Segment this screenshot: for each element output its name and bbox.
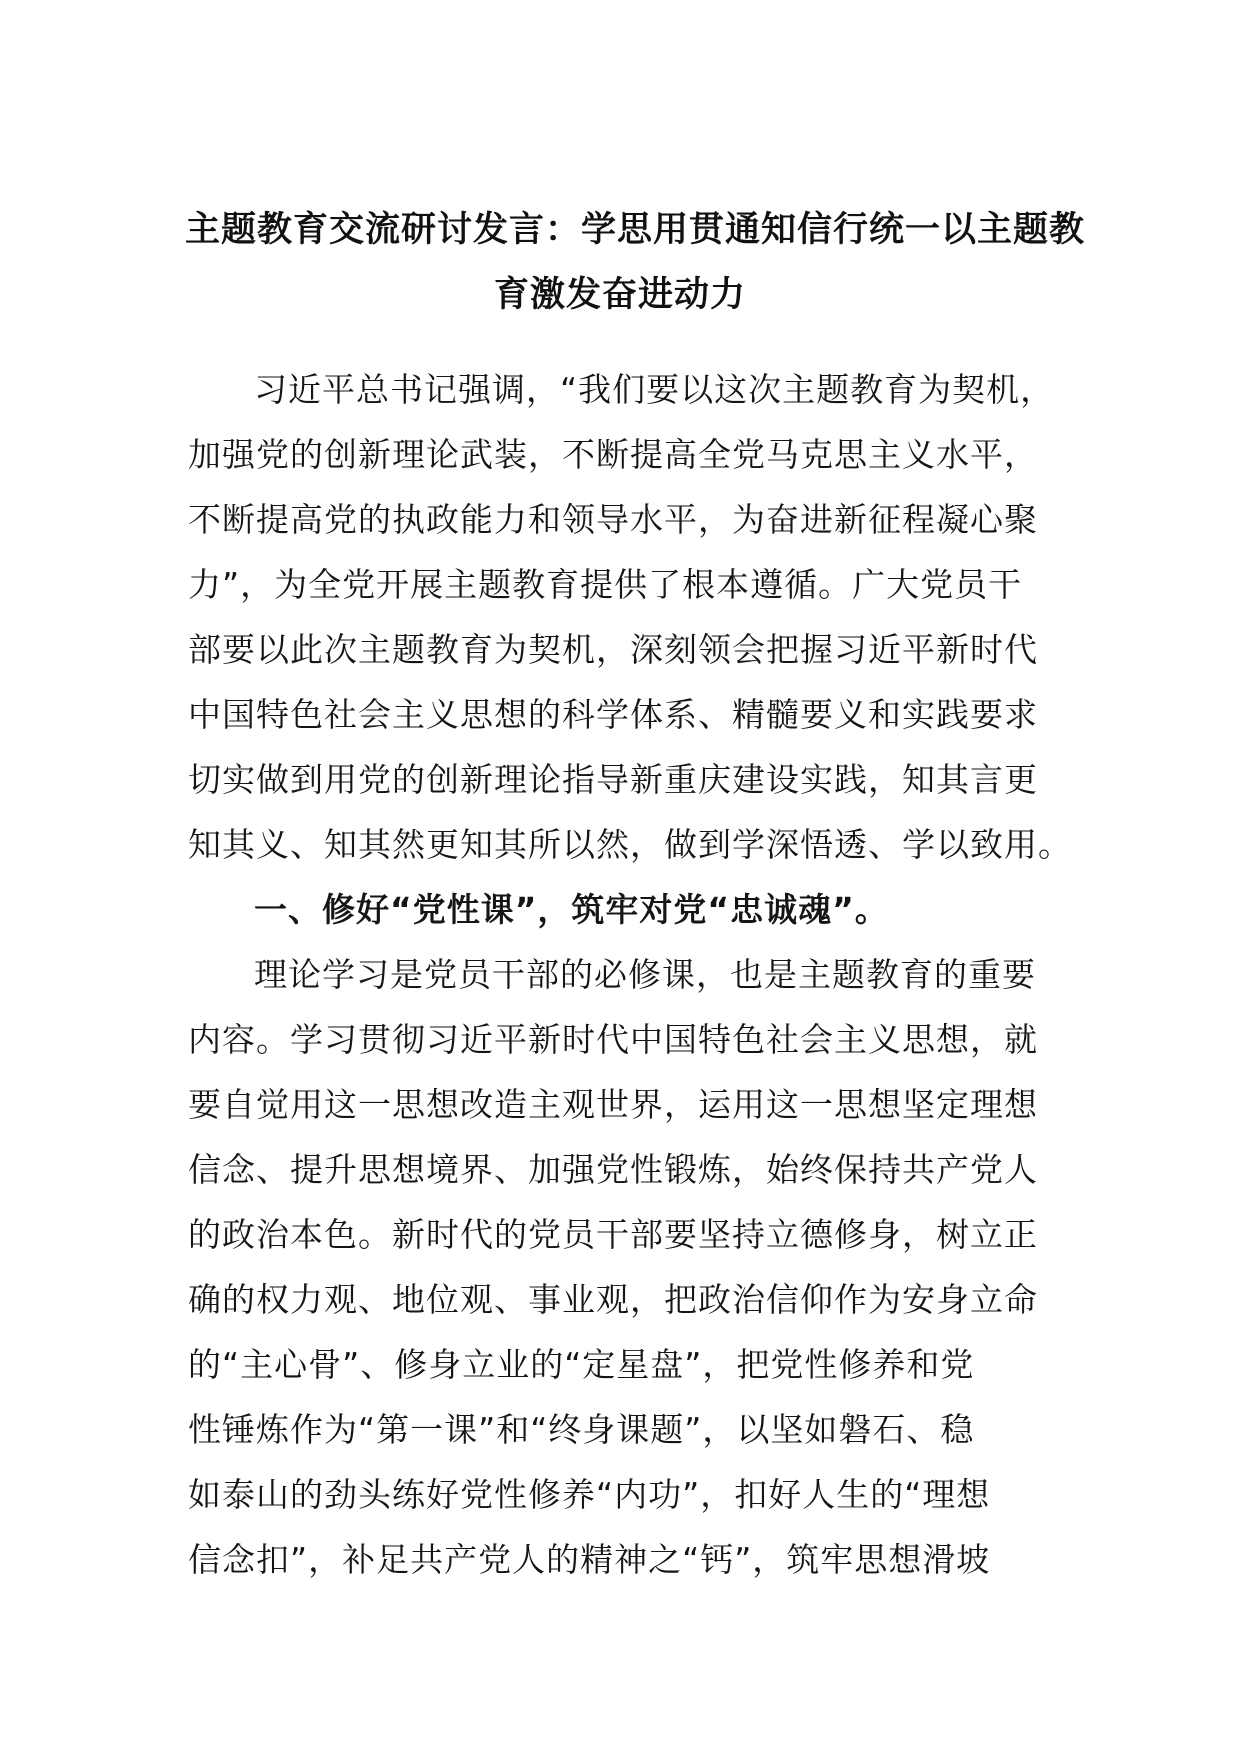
paragraph-line: 的“主心骨”、修身立业的“定星盘”，把党性修养和党 xyxy=(188,1345,975,1384)
paragraph-line: 中国特色社会主义思想的科学体系、精髓要义和实践要求 xyxy=(188,695,1038,734)
paragraph-line: 习近平总书记强调，“我们要以这次主题教育为契机， xyxy=(254,370,1055,409)
paragraph-line: 要自觉用这一思想改造主观世界，运用这一思想坚定理想 xyxy=(188,1085,1038,1124)
title-line-2: 育激发奋进动力 xyxy=(493,275,746,315)
title-line-1: 主题教育交流研讨发言：学思用贯通知信行统一以主题教 xyxy=(185,210,1086,250)
paragraph-line: 的政治本色。新时代的党员干部要坚持立德修身，树立正 xyxy=(188,1215,1038,1254)
section-heading: 一、修好“党性课”，筑牢对党“忠诚魂”。 xyxy=(254,890,889,929)
paragraph-line: 不断提高党的执政能力和领导水平，为奋进新征程凝心聚 xyxy=(188,500,1038,539)
paragraph-line: 理论学习是党员干部的必修课，也是主题教育的重要 xyxy=(254,955,1036,994)
paragraph-line: 力”，为全党开展主题教育提供了根本遵循。广大党员干 xyxy=(188,565,1023,604)
paragraph-line: 信念、提升思想境界、加强党性锻炼，始终保持共产党人 xyxy=(188,1150,1038,1189)
document-body xyxy=(188,357,1088,1592)
paragraph-line: 切实做到用党的创新理论指导新重庆建设实践，知其言更 xyxy=(188,760,1038,799)
paragraph-intro xyxy=(188,357,1088,877)
document-title xyxy=(185,198,1086,328)
paragraph-line: 性锤炼作为“第一课”和“终身课题”，以坚如磐石、稳 xyxy=(188,1410,975,1449)
paragraph-section-1 xyxy=(188,942,1088,1592)
paragraph-line: 如泰山的劲头练好党性修养“内功”，扣好人生的“理想 xyxy=(188,1475,991,1514)
paragraph-line: 确的权力观、地位观、事业观，把政治信仰作为安身立命 xyxy=(188,1280,1038,1319)
paragraph-line: 加强党的创新理论武装，不断提高全党马克思主义水平， xyxy=(188,435,1038,474)
paragraph-line: 信念扣”，补足共产党人的精神之“钙”，筑牢思想滑坡 xyxy=(188,1540,991,1579)
paragraph-line: 部要以此次主题教育为契机，深刻领会把握习近平新时代 xyxy=(188,630,1038,669)
paragraph-line: 知其义、知其然更知其所以然，做到学深悟透、学以致用。 xyxy=(188,825,1072,864)
paragraph-line: 内容。学习贯彻习近平新时代中国特色社会主义思想，就 xyxy=(188,1020,1038,1059)
